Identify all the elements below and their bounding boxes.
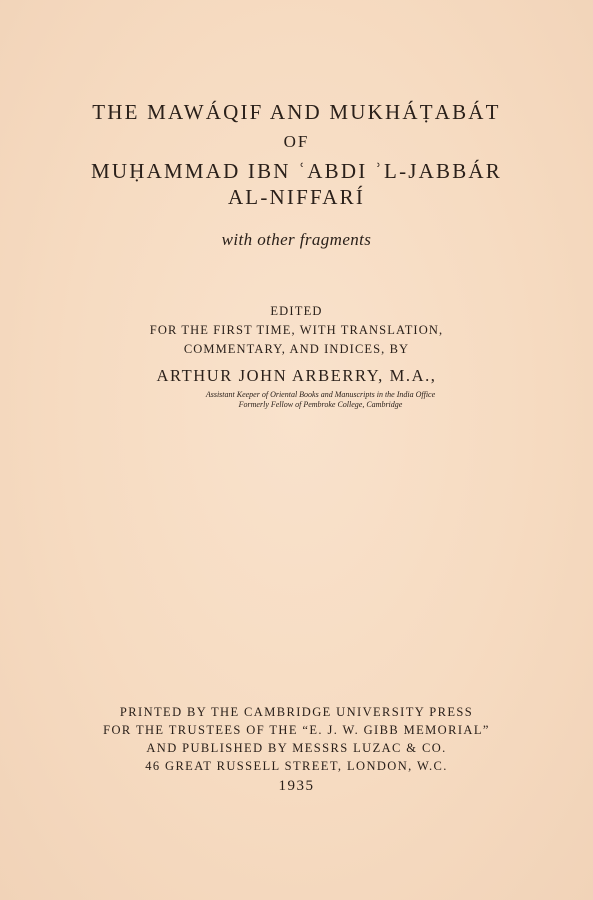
author-affiliation-2: Formerly Fellow of Pembroke College, Cambridge	[238, 400, 403, 409]
imprint-line-4: 46 GREAT RUSSELL STREET, LONDON, W.C.	[145, 759, 448, 773]
edited-line-3: COMMENTARY, AND INDICES, BY	[183, 342, 410, 356]
title-line-1: THE MAWÁQIF AND MUKHÁṬABÁT	[92, 100, 501, 124]
author-affiliation-1: Assistant Keeper of Oriental Books and Manuscripts in the India Office	[205, 390, 436, 399]
title-line-3: AL-NIFFARÍ	[227, 185, 366, 209]
subtitle: with other fragments	[221, 230, 372, 249]
imprint-line-2: FOR THE TRUSTEES OF THE “E. J. W. GIBB MEMORIAL”	[103, 723, 490, 737]
imprint-line-1: PRINTED BY THE CAMBRIDGE UNIVERSITY PRESS	[119, 705, 474, 719]
edited-label: EDITED	[270, 304, 323, 318]
author-name: ARTHUR JOHN ARBERRY, M.A.,	[156, 366, 437, 385]
publication-year: 1935	[278, 778, 315, 794]
imprint-line-3: AND PUBLISHED BY MESSRS LUZAC & CO.	[146, 741, 447, 755]
edited-line-2: FOR THE FIRST TIME, WITH TRANSLATION,	[149, 323, 444, 337]
title-of: OF	[283, 132, 310, 151]
title-line-2: MUḤAMMAD IBN ʿABDI ʾL-JABBÁR	[90, 159, 503, 183]
